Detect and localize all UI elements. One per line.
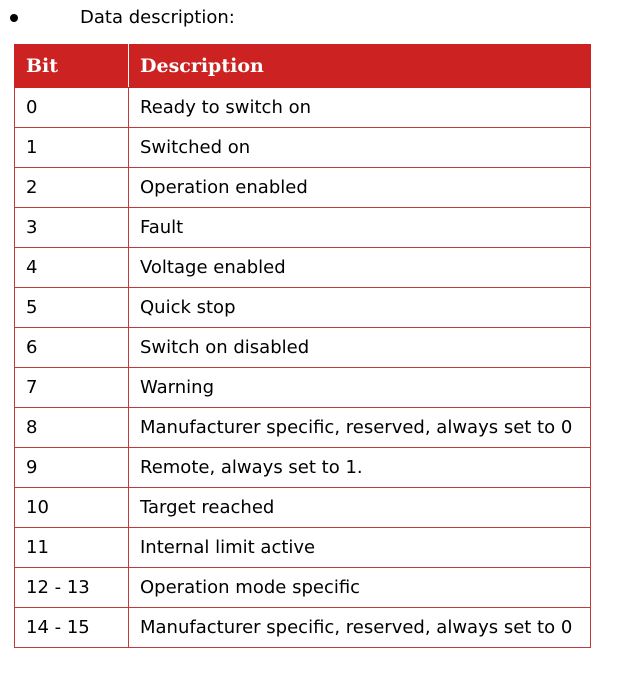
table-row [15, 328, 591, 368]
table-row [15, 128, 591, 168]
table-row [15, 448, 591, 488]
table-row [15, 368, 591, 408]
bit-cell: 11 [15, 528, 129, 568]
table-row [15, 408, 591, 448]
table-row [15, 488, 591, 528]
header-description: Description [129, 45, 591, 88]
bit-cell: 4 [15, 248, 129, 288]
description-cell: Manufacturer specific, reserved, always set to 0 [129, 608, 591, 648]
description-cell: Switched on [129, 128, 591, 168]
table-row [15, 208, 591, 248]
bit-cell: 2 [15, 168, 129, 208]
table-header-row [15, 45, 591, 88]
bit-description-table [14, 44, 591, 648]
description-cell: Operation enabled [129, 168, 591, 208]
bit-cell: 14 - 15 [15, 608, 129, 648]
description-cell: Operation mode specific [129, 568, 591, 608]
table-row [15, 568, 591, 608]
table-row [15, 528, 591, 568]
description-cell: Fault [129, 208, 591, 248]
bit-cell: 0 [15, 88, 129, 128]
bit-cell: 9 [15, 448, 129, 488]
bit-cell: 12 - 13 [15, 568, 129, 608]
bit-cell: 3 [15, 208, 129, 248]
table-row [15, 248, 591, 288]
bit-cell: 8 [15, 408, 129, 448]
description-cell: Switch on disabled [129, 328, 591, 368]
intro-line [0, 0, 620, 40]
description-cell: Remote, always set to 1. [129, 448, 591, 488]
header-bit: Bit [15, 45, 129, 88]
description-cell: Ready to switch on [129, 88, 591, 128]
description-cell: Target reached [129, 488, 591, 528]
bit-cell: 6 [15, 328, 129, 368]
table-row [15, 88, 591, 128]
description-cell: Voltage enabled [129, 248, 591, 288]
table-row [15, 288, 591, 328]
table-row [15, 168, 591, 208]
description-cell: Internal limit active [129, 528, 591, 568]
description-cell: Warning [129, 368, 591, 408]
bit-cell: 10 [15, 488, 129, 528]
bit-cell: 5 [15, 288, 129, 328]
bit-cell: 1 [15, 128, 129, 168]
table-row [15, 608, 591, 648]
description-cell: Quick stop [129, 288, 591, 328]
intro-text: Data description: [80, 7, 235, 28]
bit-cell: 7 [15, 368, 129, 408]
description-cell: Manufacturer specific, reserved, always set to 0 [129, 408, 591, 448]
bullet-icon [10, 14, 18, 22]
